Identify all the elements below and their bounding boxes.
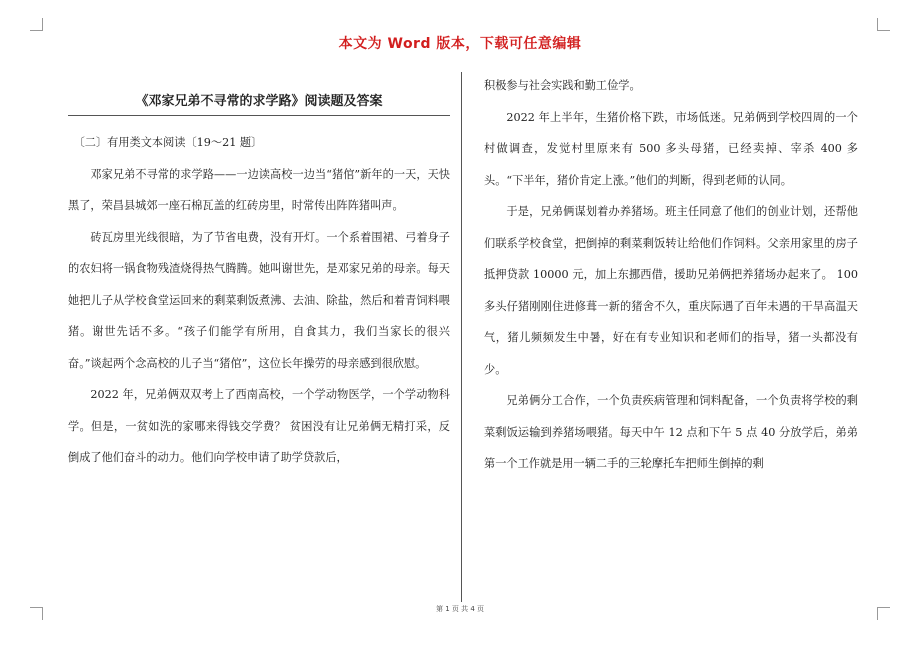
title-underline (68, 115, 450, 116)
download-banner: 本文为 Word 版本，下载可任意编辑 (338, 36, 582, 52)
paragraph: 砖瓦房里光线很暗，为了节省电费，没有开灯。一个系着围裙、弓着身子的农妇将一锅食物残渣烧得热气腾腾。她叫谢世先，是邓家兄弟的母亲。每天她把儿子从学校食堂运回来的剩菜剩饭煮沸、去油、除盐，然后和着青饲料喂猪。谢世先话不多。“孩子们能学有所用，自食其力，我们当家长的很兴奋。”谈起两个念高校的儿子当“猪倌”，这位长年操劳的母亲感到很欣慰。 (68, 230, 450, 370)
document-title: 《邓家兄弟不寻常的求学路》阅读题及答案 (135, 94, 383, 109)
paragraph: 2022 年上半年，生猪价格下跌，市场低迷。兄弟俩到学校四周的一个村做调查，发觉村里原来有 500 多头母猪，已经卖掉、宰杀 400 多头。“下半年，猪价肯定上涨。”他们的判断，得到老师的认同。 (484, 110, 858, 187)
paragraph: 邓家兄弟不寻常的求学路——一边读高校一边当“猪倌”新年的一天，天快黑了，荣昌县城郊一座石棉瓦盖的红砖房里，时常传出阵阵猪叫声。 (68, 167, 450, 212)
paragraph: 于是，兄弟俩谋划着办养猪场。班主任同意了他们的创业计划，还帮他们联系学校食堂，把倒掉的剩菜剩饭转让给他们作饲料。父亲用家里的房子抵押贷款 10000 元，加上东挪西借，援助兄弟俩把养猪场办起来了。 100 多头仔猪刚刚住进修葺一新的猪舍不久，重庆际遇了百年未遇的干旱高温天气，猪儿频频发生中暑，好在有专业知识和老师们的指导，猪一头都没有少。 (484, 205, 858, 376)
paragraph: 积极参与社会实践和勤工俭学。 (484, 79, 641, 92)
section-heading: 〔二〕有用类文本阅读〔19～21 题〕 (73, 136, 263, 149)
paragraph: 兄弟俩分工合作，一个负责疾病管理和饲料配备，一个负责将学校的剩菜剩饭运输到养猪场喂猪。每天中午 12 点和下午 5 点 40 分放学后，弟弟第一个工作就是用一辆二手的三轮摩托车把师生倒掉的剩 (484, 394, 858, 470)
crop-mark-top-left (30, 18, 43, 31)
crop-mark-top-right (877, 18, 890, 31)
left-column (68, 127, 450, 474)
right-column (484, 70, 858, 480)
column-divider (461, 72, 462, 602)
paragraph: 2022 年，兄弟俩双双考上了西南高校，一个学动物医学，一个学动物科学。但是，一贫如洗的家哪来得钱交学费？ 贫困没有让兄弟俩无精打采，反倒成了他们奋斗的动力。他们向学校申请了助学贷款后， (68, 388, 450, 464)
page-footer: 第 1 页 共 4 页 (435, 605, 485, 613)
